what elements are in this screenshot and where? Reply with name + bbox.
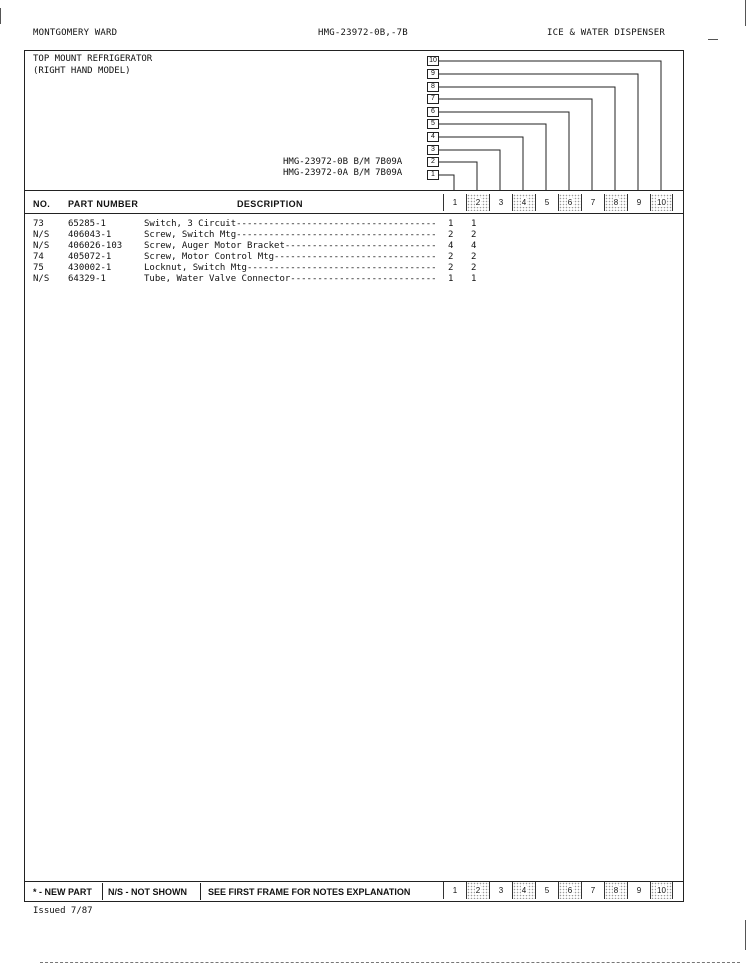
row-qty-1: 2 bbox=[448, 252, 454, 262]
footer-variant-col-6: 6 bbox=[558, 882, 581, 899]
variant-col-6: 6 bbox=[558, 194, 581, 211]
row-description: Tube, Water Valve Connector--------------------------- bbox=[144, 274, 437, 284]
footer-variant-col-9: 9 bbox=[627, 882, 650, 899]
scan-bottom-edge bbox=[40, 962, 740, 963]
index-box-10: 10 bbox=[427, 56, 439, 66]
index-box-9: 9 bbox=[427, 69, 439, 79]
row-qty-1: 1 bbox=[448, 219, 454, 229]
row-qty-2: 2 bbox=[471, 252, 477, 262]
footer-variant-col-7: 7 bbox=[581, 882, 604, 899]
header-model-number: HMG-23972-0B,-7B bbox=[318, 28, 408, 38]
variant-col-4: 4 bbox=[512, 194, 535, 211]
row-description: Screw, Auger Motor Bracket---------------------------- bbox=[144, 241, 437, 251]
index-box-6: 6 bbox=[427, 107, 439, 117]
index-box-4: 4 bbox=[427, 132, 439, 142]
row-part-number: 406026-103 bbox=[68, 241, 123, 251]
row-qty-1: 2 bbox=[448, 230, 454, 240]
row-no: 74 bbox=[33, 252, 44, 262]
footer-variant-col-2: 2 bbox=[466, 882, 489, 899]
variant-col-9: 9 bbox=[627, 194, 650, 211]
model-variant-2: HMG-23972-0A B/M 7B09A bbox=[283, 168, 403, 178]
col-header-description: DESCRIPTION bbox=[237, 199, 303, 209]
row-part-number: 65285-1 bbox=[68, 219, 106, 229]
scan-edge-mark bbox=[745, 0, 746, 26]
row-qty-2: 2 bbox=[471, 263, 477, 273]
table-header-top-rule bbox=[24, 190, 684, 191]
footer-not-shown: N/S - NOT SHOWN bbox=[108, 883, 201, 900]
scan-edge-mark bbox=[745, 920, 746, 950]
footer-variant-col-10: 10 bbox=[650, 882, 673, 899]
variant-col-2: 2 bbox=[466, 194, 489, 211]
variant-col-8: 8 bbox=[604, 194, 627, 211]
index-box-5: 5 bbox=[427, 119, 439, 129]
row-part-number: 405072-1 bbox=[68, 252, 112, 262]
col-header-part-number: PART NUMBER bbox=[68, 199, 139, 209]
variant-col-3: 3 bbox=[489, 194, 512, 211]
row-part-number: 64329-1 bbox=[68, 274, 106, 284]
footer-variant-col-8: 8 bbox=[604, 882, 627, 899]
index-box-1: 1 bbox=[427, 170, 439, 180]
row-no: 73 bbox=[33, 219, 44, 229]
footer-variant-col-1: 1 bbox=[443, 882, 466, 899]
row-description: Switch, 3 Circuit------------------------------------- bbox=[144, 219, 437, 229]
footer-new-part: * - NEW PART bbox=[33, 883, 103, 900]
variant-col-5: 5 bbox=[535, 194, 558, 211]
row-qty-2: 4 bbox=[471, 241, 477, 251]
scan-edge-mark bbox=[0, 8, 1, 24]
row-part-number: 430002-1 bbox=[68, 263, 112, 273]
row-description: Screw, Switch Mtg------------------------------------- bbox=[144, 230, 437, 240]
footer-variant-col-5: 5 bbox=[535, 882, 558, 899]
row-qty-1: 4 bbox=[448, 241, 454, 251]
model-line2: (RIGHT HAND MODEL) bbox=[33, 66, 131, 76]
header-right: ICE & WATER DISPENSER bbox=[547, 28, 665, 38]
index-box-2: 2 bbox=[427, 157, 439, 167]
model-variant-1: HMG-23972-0B B/M 7B09A bbox=[283, 157, 403, 167]
row-qty-2: 2 bbox=[471, 230, 477, 240]
row-no: 75 bbox=[33, 263, 44, 273]
scan-edge-mark bbox=[708, 39, 718, 40]
footer-variant-col-3: 3 bbox=[489, 882, 512, 899]
footer-variant-col-4: 4 bbox=[512, 882, 535, 899]
row-no: N/S bbox=[33, 230, 50, 240]
index-box-8: 8 bbox=[427, 82, 439, 92]
header-left: MONTGOMERY WARD bbox=[33, 28, 118, 38]
header-variant-cells bbox=[443, 194, 673, 211]
row-description: Locknut, Switch Mtg----------------------------------- bbox=[144, 263, 437, 273]
col-header-no: NO. bbox=[33, 199, 51, 209]
row-qty-2: 1 bbox=[471, 274, 477, 284]
row-part-number: 406043-1 bbox=[68, 230, 112, 240]
row-no: N/S bbox=[33, 241, 50, 251]
index-box-3: 3 bbox=[427, 145, 439, 155]
model-line1: TOP MOUNT REFRIGERATOR bbox=[33, 54, 153, 64]
variant-col-7: 7 bbox=[581, 194, 604, 211]
row-qty-1: 2 bbox=[448, 263, 454, 273]
row-qty-1: 1 bbox=[448, 274, 454, 284]
row-qty-2: 1 bbox=[471, 219, 477, 229]
column-index-diagram bbox=[0, 0, 750, 200]
footer-notes: SEE FIRST FRAME FOR NOTES EXPLANATION bbox=[208, 886, 411, 897]
issued-date: Issued 7/87 bbox=[33, 906, 93, 916]
variant-col-1: 1 bbox=[443, 194, 466, 211]
table-header-bottom-rule bbox=[24, 213, 684, 214]
variant-col-10: 10 bbox=[650, 194, 673, 211]
footer-variant-cells bbox=[443, 882, 673, 899]
row-no: N/S bbox=[33, 274, 50, 284]
row-description: Screw, Motor Control Mtg------------------------------ bbox=[144, 252, 437, 262]
index-box-7: 7 bbox=[427, 94, 439, 104]
